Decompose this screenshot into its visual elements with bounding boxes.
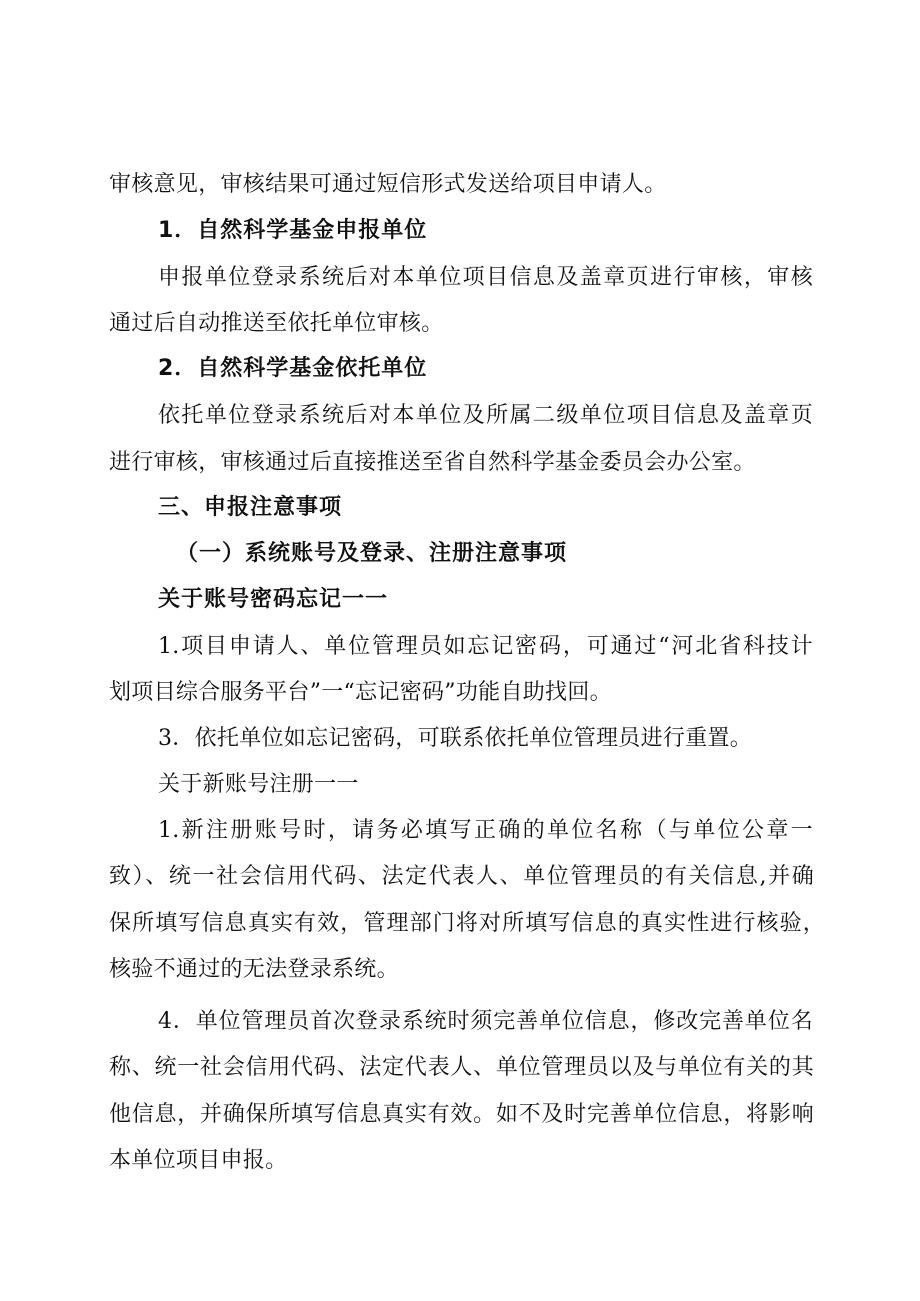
subsection-heading: 关于新账号注册一一 [158, 772, 359, 797]
subsection-heading: 关于账号密码忘记一一 [158, 587, 389, 612]
subsection-heading: （一）系统账号及登录、注册注意事项 [176, 541, 568, 566]
paragraph-line: 1.项目申请人、单位管理员如忘记密码，可通过“河北省科技计 [158, 634, 813, 659]
paragraph-line: 保所填写信息真实有效，管理部门将对所填写信息的真实性进行核验， [109, 911, 825, 936]
section-heading: 2．自然科学基金依托单位 [158, 356, 428, 381]
section-heading: 1．自然科学基金申报单位 [158, 218, 428, 243]
paragraph-line: 称、统一社会信用代码、法定代表人、单位管理员以及与单位有关的其 [109, 1055, 814, 1080]
section-heading: 三、申报注意事项 [158, 495, 343, 520]
paragraph-line: 通过后自动推送至依托单位审核。 [109, 311, 444, 336]
paragraph-line: 本单位项目申报。 [109, 1148, 288, 1173]
paragraph-line: 申报单位登录系统后对本单位项目信息及盖章页进行审核，审核 [158, 265, 813, 290]
paragraph-line: 3．依托单位如忘记密码，可联系依托单位管理员进行重置。 [158, 726, 753, 751]
paragraph-line: 他信息，并确保所填写信息真实有效。如不及时完善单位信息，将影响 [109, 1102, 814, 1127]
paragraph-line: 核验不通过的无法登录系统。 [109, 957, 399, 982]
paragraph-line: 致）、统一社会信用代码、法定代表人、单位管理员的有关信息,并确 [109, 864, 814, 889]
paragraph-line: 划项目综合服务平台”一“忘记密码”功能自助找回。 [109, 680, 612, 705]
paragraph-line: 1.新注册账号时，请务必填写正确的单位名称（与单位公章一 [158, 818, 813, 843]
paragraph-line: 依托单位登录系统后对本单位及所属二级单位项目信息及盖章页 [158, 403, 813, 428]
paragraph-line: 进行审核，审核通过后直接推送至省自然科学基金委员会办公室。 [109, 450, 756, 475]
paragraph-line: 4．单位管理员首次登录系统时须完善单位信息，修改完善单位名 [158, 1009, 813, 1034]
paragraph-line: 审核意见，审核结果可通过短信形式发送给项目申请人。 [109, 172, 667, 197]
